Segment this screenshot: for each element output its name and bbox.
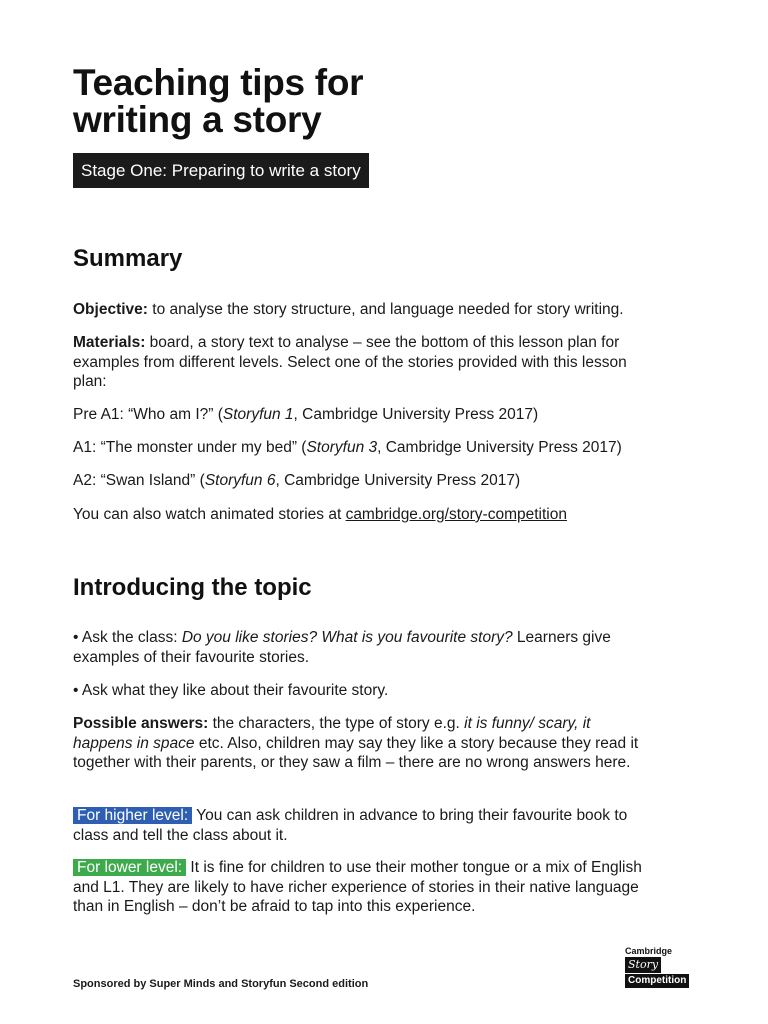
story-suffix: , Cambridge University Press 2017) <box>275 472 521 489</box>
page-title <box>73 64 363 138</box>
answers-text: the characters, the type of story e.g. <box>208 715 465 732</box>
story-competition-link[interactable]: cambridge.org/story-competition <box>345 506 567 523</box>
watch-paragraph <box>73 505 648 525</box>
story-item-a2 <box>73 471 648 491</box>
possible-answers-paragraph <box>73 714 648 773</box>
watch-text: You can also watch animated stories at <box>73 506 346 523</box>
story-item-pre-a1 <box>73 405 648 425</box>
logo-cambridge-text: Cambridge <box>625 946 673 956</box>
materials-paragraph <box>73 333 648 392</box>
story-suffix: , Cambridge University Press 2017) <box>293 406 539 423</box>
cambridge-story-competition-logo <box>625 946 705 992</box>
higher-level-tag: For higher level: <box>73 807 192 824</box>
objective-label: Objective: <box>73 301 148 318</box>
intro-heading: Introducing the topic <box>73 574 312 601</box>
stage-badge: Stage One: Preparing to write a story <box>73 153 369 188</box>
objective-text: to analyse the story structure, and language needed for story writing. <box>147 301 624 318</box>
bullet1-suffix: Learners give examples of their favourite stories. <box>73 629 611 666</box>
story-prefix: Pre A1: “Who am I?” ( <box>73 406 223 423</box>
intro-bullet-1 <box>73 628 648 667</box>
higher-level-text: You can ask children in advance to bring their favourite book to class and tell the class about it. <box>73 807 628 844</box>
story-prefix: A1: “The monster under my bed” ( <box>73 439 307 456</box>
lower-level-tag: For lower level: <box>73 859 186 876</box>
story-prefix: A2: “Swan Island” ( <box>73 472 205 489</box>
materials-text: board, a story text to analyse – see the bottom of this lesson plan for examples from different levels. Select one of the stories provided with this lesson plan: <box>73 334 627 390</box>
sponsor-footer: Sponsored by Super Minds and Storyfun Second edition <box>73 978 369 990</box>
summary-heading: Summary <box>73 245 183 272</box>
story-book: Storyfun 6 <box>204 472 276 489</box>
bullet1-question: Do you like stories? What is you favourite story? <box>181 629 513 646</box>
answers-label: Possible answers: <box>73 715 209 732</box>
title-line-2: writing a story <box>73 99 322 140</box>
title-line-1: Teaching tips for <box>73 62 364 103</box>
story-book: Storyfun 1 <box>222 406 294 423</box>
story-item-a1 <box>73 438 648 458</box>
logo-competition-text: Competition <box>625 974 689 988</box>
lower-level-text: It is fine for children to use their mother tongue or a mix of English and L1. They are likely to have richer experience of stories in their native language than in English – don’t be afraid to tap into this experience. <box>73 859 642 915</box>
higher-level-paragraph <box>73 806 648 845</box>
bullet1-prefix: • Ask the class: <box>73 629 182 646</box>
answers-italic: it is funny/ scary, it happens in space <box>73 715 591 752</box>
materials-label: Materials: <box>73 334 146 351</box>
lower-level-paragraph <box>73 858 648 917</box>
answers-text-continued: etc. Also, children may say they like a story because they read it together with their parents, or they saw a film – there are no wrong answers here. <box>73 734 639 771</box>
story-book: Storyfun 3 <box>306 439 378 456</box>
story-suffix: , Cambridge University Press 2017) <box>377 439 622 456</box>
objective-paragraph <box>73 300 648 320</box>
logo-story-text: Story <box>625 957 661 973</box>
intro-bullet-2: • Ask what they like about their favourite story. <box>73 682 389 699</box>
